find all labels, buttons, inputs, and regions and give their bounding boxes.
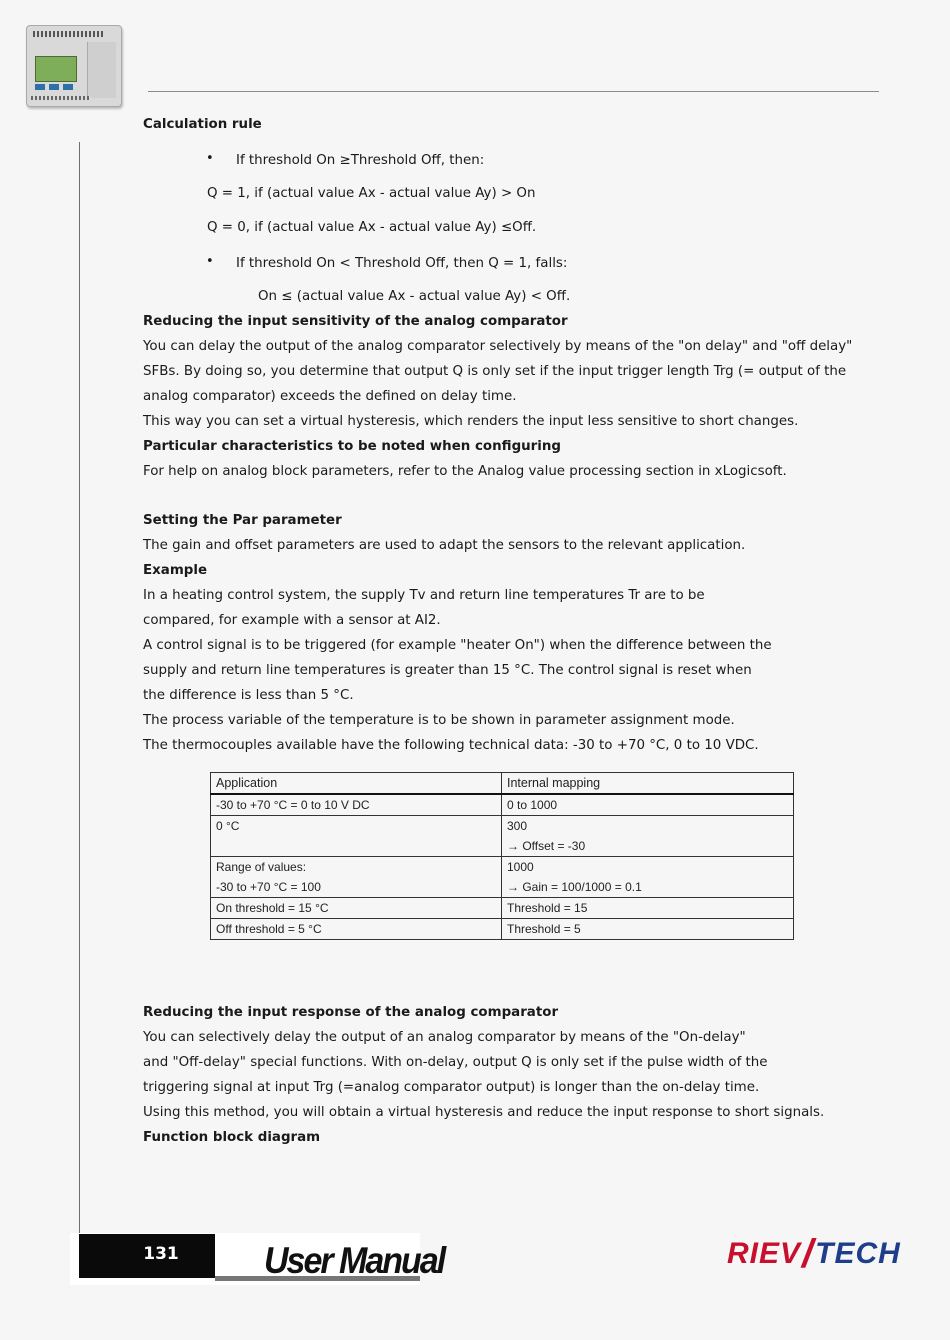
heading-input-sensitivity: Reducing the input sensitivity of the analog comparator xyxy=(143,314,568,329)
table-cell: Threshold = 15 xyxy=(502,898,794,919)
terminal-strip xyxy=(33,31,105,37)
paragraph-line: The thermocouples available have the following technical data: -30 to +70 °C, 0 to 10 VDC. xyxy=(143,738,759,753)
page-number: 131 xyxy=(143,1244,179,1264)
table-cell: → Offset = -30 xyxy=(502,836,794,857)
device-button xyxy=(63,84,73,90)
table-cell: 1000 xyxy=(502,857,794,878)
bullet-threshold-on-lt: If threshold On < Threshold Off, then Q = 1, falls: xyxy=(236,256,568,271)
lcd-screen xyxy=(35,56,77,82)
table-row xyxy=(211,898,794,919)
table-row xyxy=(211,877,794,898)
paragraph-line: For help on analog block parameters, refer to the Analog value processing section in xLogicsoft. xyxy=(143,464,787,479)
bullet-dot: • xyxy=(206,254,214,269)
heading-par-parameter: Setting the Par parameter xyxy=(143,513,342,528)
logo-slash: / xyxy=(802,1232,815,1276)
table-row xyxy=(211,919,794,940)
table-cell: 0 to 1000 xyxy=(502,794,794,816)
paragraph-line: the difference is less than 5 °C. xyxy=(143,688,354,703)
table-row xyxy=(211,794,794,816)
table-cell: -30 to +70 °C = 0 to 10 V DC xyxy=(211,794,502,816)
table-cell: On threshold = 15 °C xyxy=(211,898,502,919)
paragraph-line: This way you can set a virtual hysteresis, which renders the input less sensitive to short changes. xyxy=(143,414,799,429)
paragraph-line: compared, for example with a sensor at AI2. xyxy=(143,613,441,628)
mapping-table xyxy=(210,772,794,940)
device-image xyxy=(26,25,122,107)
heading-calculation-rule: Calculation rule xyxy=(143,117,262,132)
logo-text-right: TECH xyxy=(815,1237,901,1270)
device-button xyxy=(35,84,45,90)
table-header-cell: Internal mapping xyxy=(502,773,794,795)
heading-function-block-diagram: Function block diagram xyxy=(143,1130,321,1145)
table-cell: → Gain = 100/1000 = 0.1 xyxy=(502,877,794,898)
header-rule xyxy=(148,91,879,92)
paragraph-line: You can selectively delay the output of an analog comparator by means of the "On-delay" xyxy=(143,1030,746,1045)
bullet-dot: • xyxy=(206,151,214,166)
table-header-cell: Application xyxy=(211,773,502,795)
bullet-threshold-on-ge: If threshold On ≥Threshold Off, then: xyxy=(236,153,485,168)
device-side-panel xyxy=(87,42,116,98)
paragraph-line: The gain and offset parameters are used to adapt the sensors to the relevant application. xyxy=(143,538,746,553)
paragraph-line: and "Off-delay" special functions. With on-delay, output Q is only set if the pulse width of the xyxy=(143,1055,768,1070)
heading-particular-characteristics: Particular characteristics to be noted when configuring xyxy=(143,439,561,454)
table-cell: Off threshold = 5 °C xyxy=(211,919,502,940)
rule-range: On ≤ (actual value Ax - actual value Ay) < Off. xyxy=(258,289,571,304)
paragraph-line: The process variable of the temperature is to be shown in parameter assignment mode. xyxy=(143,713,735,728)
paragraph-line: You can delay the output of the analog comparator selectively by means of the "on delay" and "off delay" xyxy=(143,339,853,354)
table-cell: Threshold = 5 xyxy=(502,919,794,940)
margin-rule xyxy=(79,142,80,1250)
terminal-strip-bottom xyxy=(31,96,91,100)
table-cell: 0 °C xyxy=(211,816,502,857)
user-manual-label: User Manual xyxy=(264,1240,445,1282)
paragraph-line: supply and return line temperatures is greater than 15 °C. The control signal is reset when xyxy=(143,663,752,678)
paragraph-line: SFBs. By doing so, you determine that output Q is only set if the input trigger length Trg (= output of the xyxy=(143,364,847,379)
rievtech-logo xyxy=(727,1228,901,1276)
device-button xyxy=(49,84,59,90)
rule-q1: Q = 1, if (actual value Ax - actual value Ay) > On xyxy=(207,186,536,201)
paragraph-line: A control signal is to be triggered (for example "heater On") when the difference between the xyxy=(143,638,772,653)
logo-text-left: RIEV xyxy=(727,1237,802,1270)
paragraph-line: analog comparator) exceeds the defined on delay time. xyxy=(143,389,517,404)
paragraph-line: In a heating control system, the supply Tv and return line temperatures Tr are to be xyxy=(143,588,705,603)
paragraph-line: triggering signal at input Trg (=analog comparator output) is longer than the on-delay time. xyxy=(143,1080,760,1095)
table-cell: -30 to +70 °C = 100 xyxy=(211,877,502,898)
paragraph-line: Using this method, you will obtain a virtual hysteresis and reduce the input response to short signals. xyxy=(143,1105,825,1120)
table-row xyxy=(211,857,794,878)
table-row xyxy=(211,816,794,837)
table-cell: 300 xyxy=(502,816,794,837)
heading-input-response: Reducing the input response of the analog comparator xyxy=(143,1005,559,1020)
table-header-row xyxy=(211,773,794,795)
rule-q0: Q = 0, if (actual value Ax - actual value Ay) ≤Off. xyxy=(207,220,537,235)
heading-example: Example xyxy=(143,563,208,578)
table-cell: Range of values: xyxy=(211,857,502,878)
